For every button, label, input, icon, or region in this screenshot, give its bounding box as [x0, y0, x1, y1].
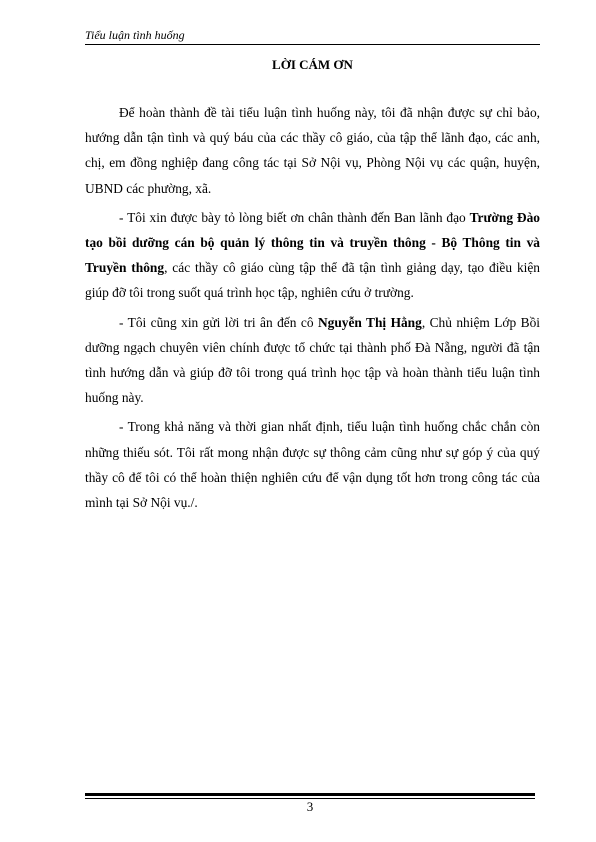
- running-header: Tiểu luận tình huống: [85, 28, 185, 42]
- text-run: - Tôi cũng xin gửi lời tri ân đến cô: [119, 314, 318, 330]
- bold-text-run: Nguyễn Thị Hằng: [317, 314, 422, 330]
- page-title: LỜI CÁM ƠN: [272, 57, 353, 72]
- body-text: [85, 100, 540, 519]
- paragraph-4: [85, 414, 540, 515]
- text-run: Để hoàn thành đề tài tiểu luận tình huống này, tôi đã nhận được sự chỉ bảo, hướng dẫn tận tình và quý báu của các thầy cô giáo, của tập thể lãnh đạo, các anh, chị, em đồng nghiệp đang công tác tại Sở Nội vụ, Phòng Nội vụ các quận, huyện, UBND các phường, xã.: [85, 105, 540, 196]
- header-rule: [85, 44, 540, 45]
- paragraph-2: [85, 205, 540, 306]
- text-run: , các thầy cô giáo cùng tập thể đã tận tình giảng dạy, tạo điều kiện giúp đỡ tôi trong suốt quá trình học tập, nghiên cứu ở trường.: [85, 260, 540, 301]
- bold-text-run: Trường Đào tạo bồi dưỡng cán bộ quản lý thông tin và truyền thông - Bộ Thông tin và Truyền thông: [85, 209, 540, 276]
- paragraph-1: [85, 100, 540, 201]
- text-run: - Tôi xin được bày tỏ lòng biết ơn chân thành đến Ban lãnh đạo: [119, 209, 470, 225]
- paragraph-3: [85, 310, 540, 411]
- text-run: - Trong khả năng và thời gian nhất định, tiểu luận tình huống chắc chắn còn những thiếu sót. Tôi rất mong nhận được sự thông cảm cũng như sự góp ý của quý thầy cô để tôi có thể hoàn thiện nghiên cứu để vận dụng tốt hơn trong công tác của mình tại Sở Nội vụ./.: [85, 419, 540, 511]
- page-number: 3: [306, 799, 314, 814]
- text-run: , Chủ nhiệm Lớp Bồi dưỡng ngạch chuyên viên chính được tổ chức tại thành phố Đà Nẵng, người đã tận tình hướng dẫn và giúp đỡ tôi trong quá trình học tập và hoàn thành tiểu luận tình huống này.: [85, 314, 540, 406]
- footer-rule-thick: [85, 793, 535, 796]
